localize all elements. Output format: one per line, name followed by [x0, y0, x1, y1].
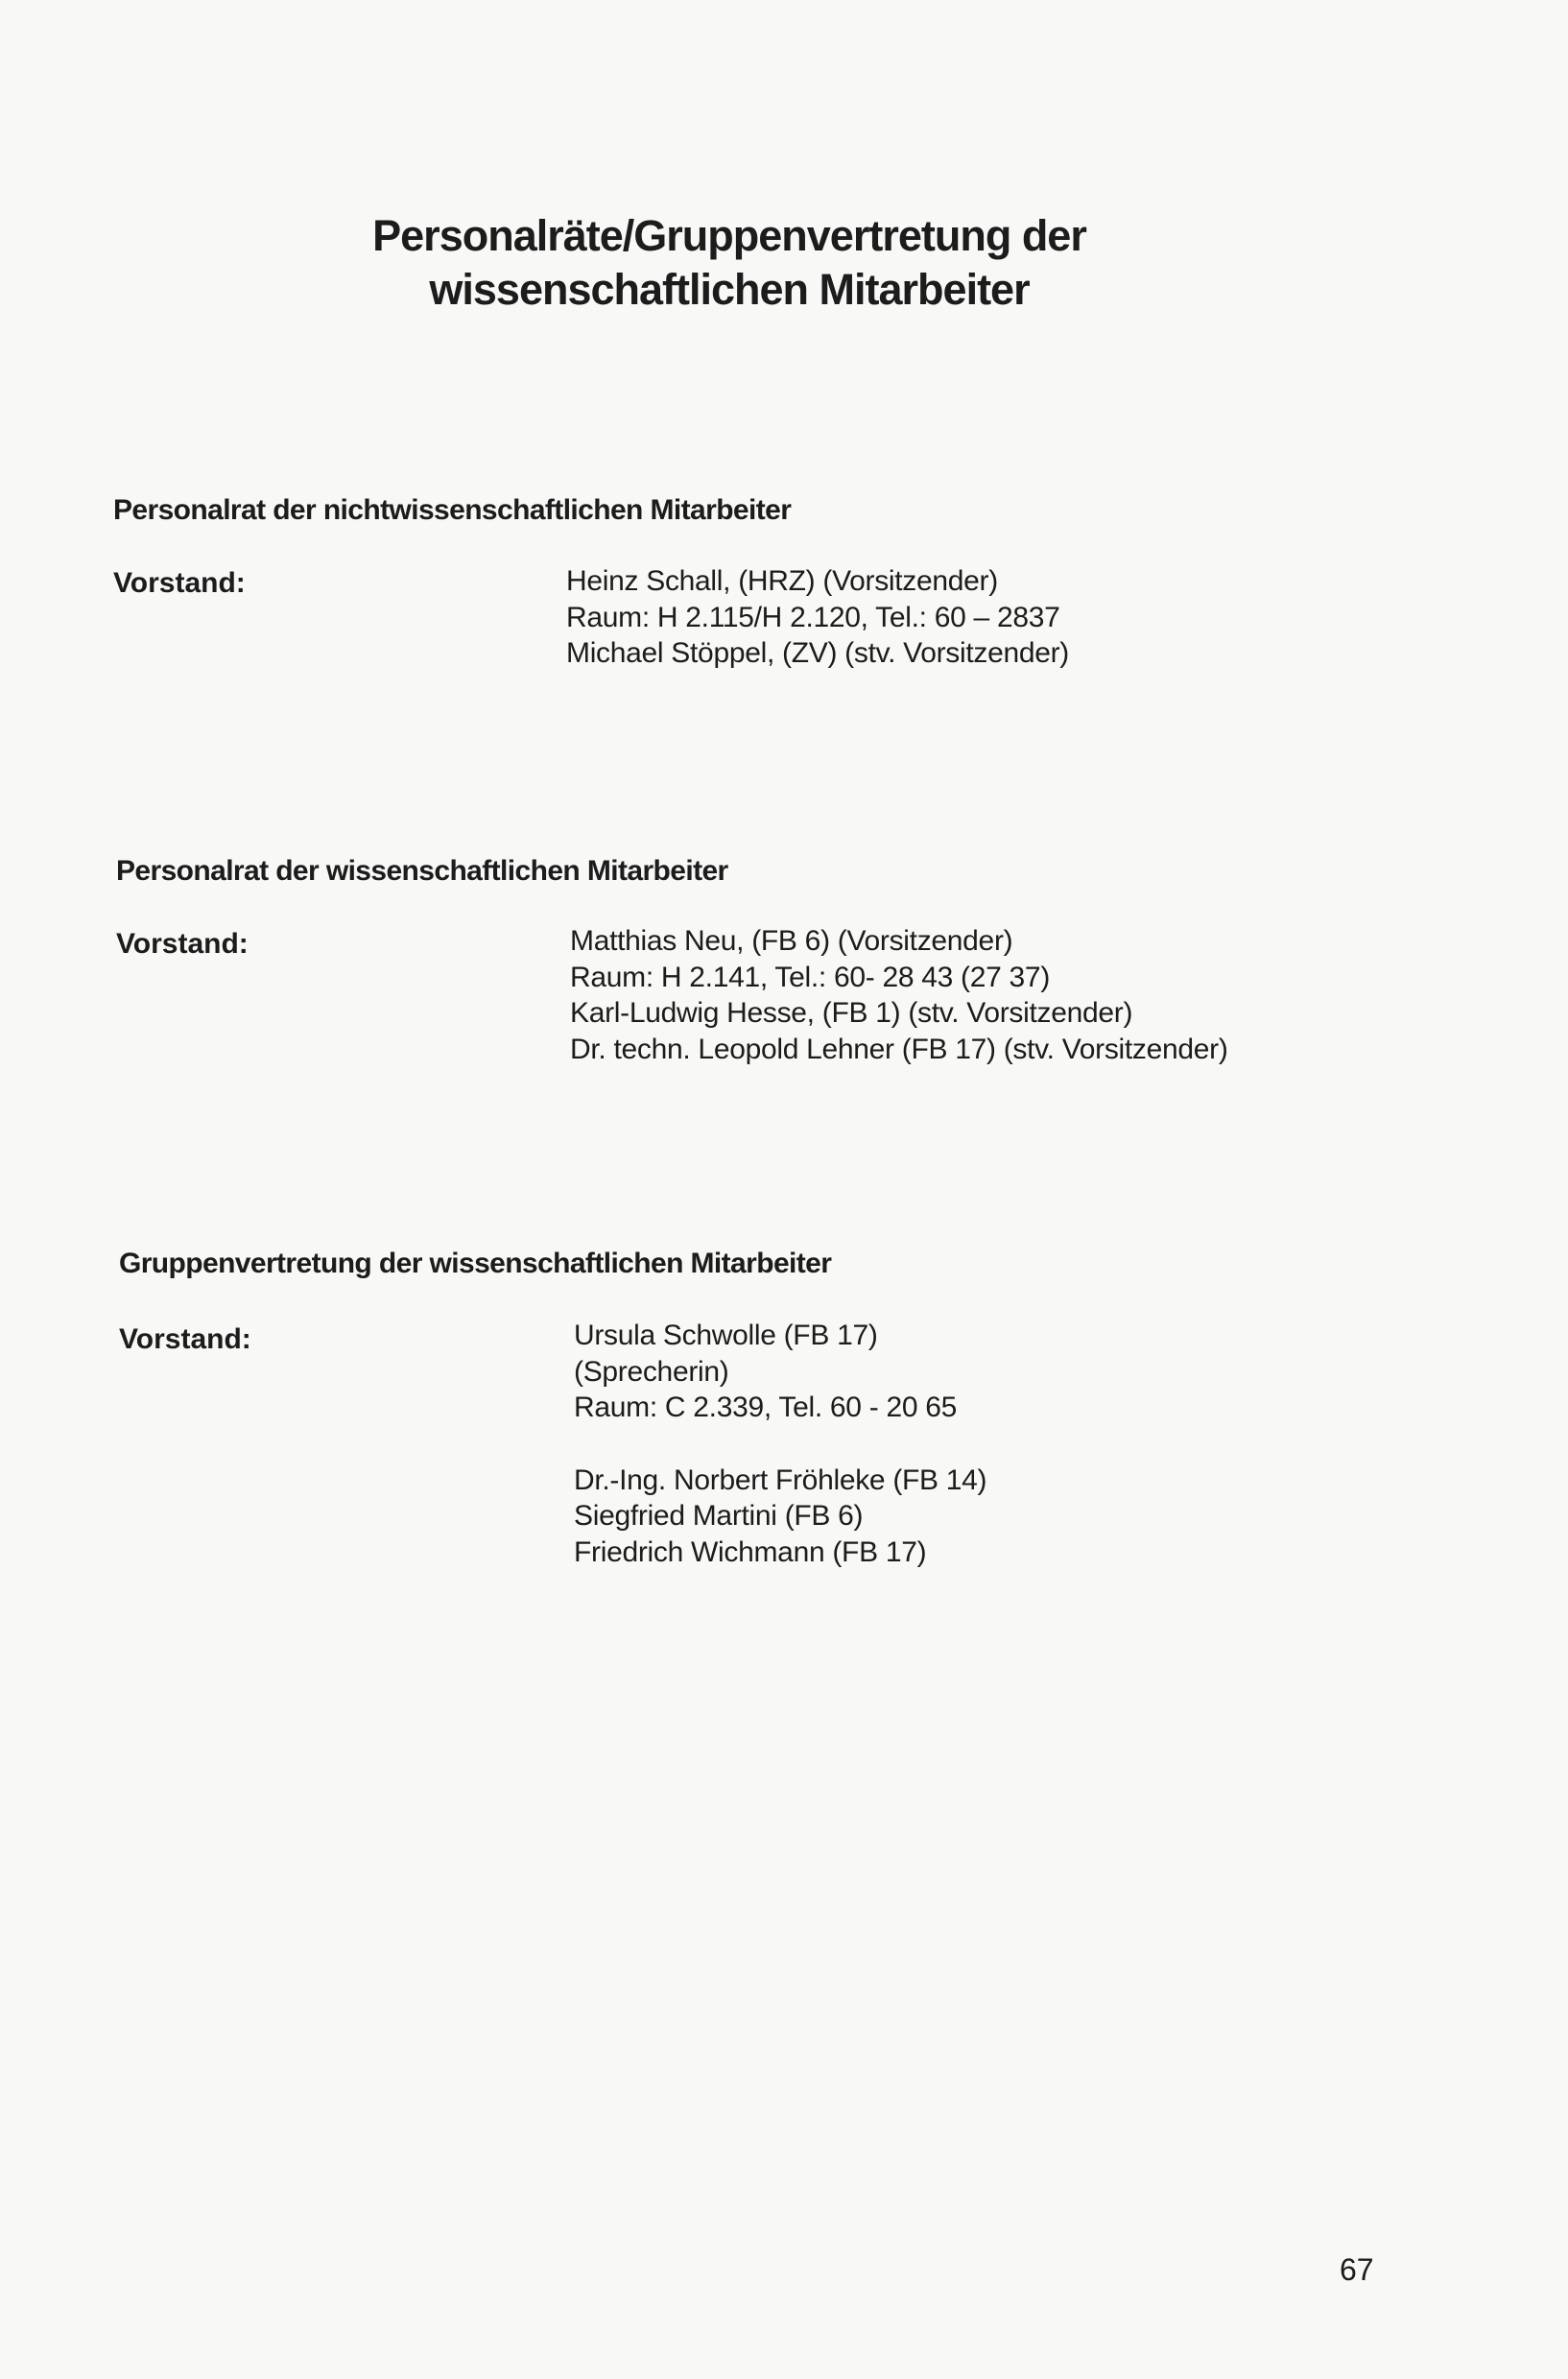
section-heading: Gruppenvertretung der wissenschaftlichen Mitarbeiter — [119, 1248, 832, 1279]
page-title-line-1: Personalräte/Gruppenvertretung der — [372, 211, 1086, 260]
member-line: Raum: C 2.339, Tel. 60 - 20 65 — [574, 1392, 958, 1423]
section-heading: Personalrat der nichtwissenschaftlichen Mitarbeiter — [113, 494, 792, 526]
member-line: (Sprecherin) — [574, 1355, 729, 1388]
member-line: Matthias Neu, (FB 6) (Vorsitzender) — [570, 925, 1013, 957]
member-line: Karl-Ludwig Hesse, (FB 1) (stv. Vorsitzender) — [570, 997, 1133, 1029]
member-list — [574, 1318, 986, 1570]
member-list — [570, 923, 1228, 1067]
member-line: Raum: H 2.115/H 2.120, Tel.: 60 – 2837 — [566, 601, 1060, 633]
member-line: Ursula Schwolle (FB 17) — [574, 1320, 878, 1351]
vorstand-label: Vorstand: — [113, 567, 246, 599]
section-heading: Personalrat der wissenschaftlichen Mitarbeiter — [116, 855, 728, 887]
page-title-line-2: wissenschaftlichen Mitarbeiter — [429, 265, 1030, 314]
member-line: Michael Stöppel, (ZV) (stv. Vorsitzender) — [566, 637, 1069, 669]
member-line: Friedrich Wichmann (FB 17) — [574, 1535, 927, 1568]
vorstand-label: Vorstand: — [119, 1323, 251, 1355]
vorstand-label: Vorstand: — [116, 928, 249, 960]
member-line: Heinz Schall, (HRZ) (Vorsitzender) — [566, 565, 998, 597]
member-list — [566, 563, 1069, 672]
page-title — [0, 209, 1459, 317]
member-line: Siegfried Martini (FB 6) — [574, 1500, 864, 1532]
member-line: Raum: H 2.141, Tel.: 60- 28 43 (27 37) — [570, 961, 1051, 993]
member-line: Dr. techn. Leopold Lehner (FB 17) (stv. Vorsitzender) — [570, 1033, 1228, 1065]
member-line: Dr.-Ing. Norbert Fröhleke (FB 14) — [574, 1463, 987, 1496]
page-number: 67 — [1340, 2252, 1374, 2287]
